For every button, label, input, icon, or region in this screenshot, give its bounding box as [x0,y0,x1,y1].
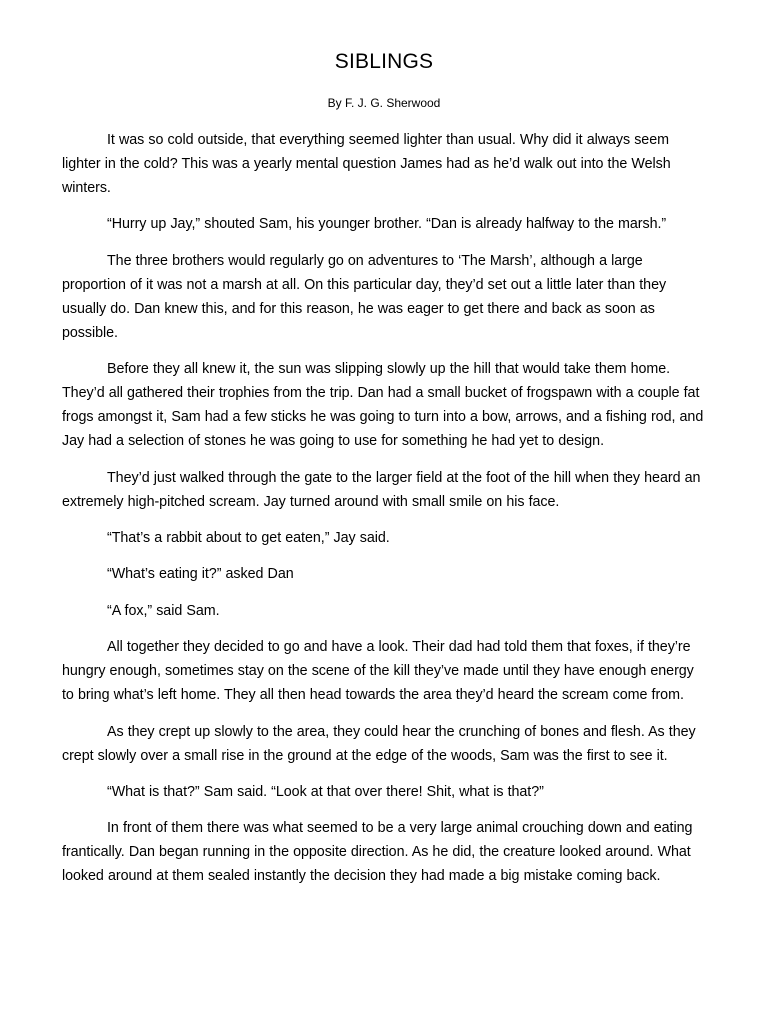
paragraph: As they crept up slowly to the area, they could hear the crunching of bones and flesh. As they crept slowly over a small rise in the ground at the edge of the woods, Sam was the first to see it. [62,723,696,764]
story-body [62,128,706,901]
paragraph: They’d just walked through the gate to the larger field at the foot of the hill when they heard an extremely high-pitched scream. Jay turned around with small smile on his face. [62,469,701,510]
paragraph: “What’s eating it?” asked Dan [107,566,294,583]
paragraph: “Hurry up Jay,” shouted Sam, his younger brother. “Dan is already halfway to the marsh.” [107,216,667,233]
author-byline: By F. J. G. Sherwood [327,96,441,110]
document-page [62,0,706,1024]
paragraph: All together they decided to go and have a look. Their dad had told them that foxes, if they’re hungry enough, sometimes stay on the scene of the kill they’ve made until they have enough energy to bring what’s left home. They all then head towards the area they’d heard the scream come from. [62,639,694,704]
paragraph: “A fox,” said Sam. [107,602,220,619]
paragraph: Before they all knew it, the sun was slipping slowly up the hill that would take them home. They’d all gathered their trophies from the trip. Dan had a small bucket of frogspawn with a couple fat frogs amongst it, Sam had a few sticks he was going to turn into a bow, arrows, and a fishing rod, and Jay had a selection of stones he was going to use for something he had yet to design. [62,361,704,450]
paragraph: “That’s a rabbit about to get eaten,” Jay said. [107,529,390,546]
paragraph: In front of them there was what seemed to be a very large animal crouching down and eating frantically. Dan began running in the opposite direction. As he did, the creature looked around. What looked around at them sealed instantly the decision they had made a big mistake coming back. [62,820,693,885]
paragraph: The three brothers would regularly go on adventures to ‘The Marsh’, although a large proportion of it was not a marsh at all. On this particular day, they’d set out a little later than they usually do. Dan knew this, and for this reason, he was eager to get there and back as soon as possible. [62,252,667,341]
paragraph: “What is that?” Sam said. “Look at that over there! Shit, what is that?” [107,783,544,800]
paragraph: It was so cold outside, that everything seemed lighter than usual. Why did it always seem lighter in the cold? This was a yearly mental question James had as he’d walk out into the Welsh winters. [62,132,671,196]
document-title: SIBLINGS [334,50,434,73]
